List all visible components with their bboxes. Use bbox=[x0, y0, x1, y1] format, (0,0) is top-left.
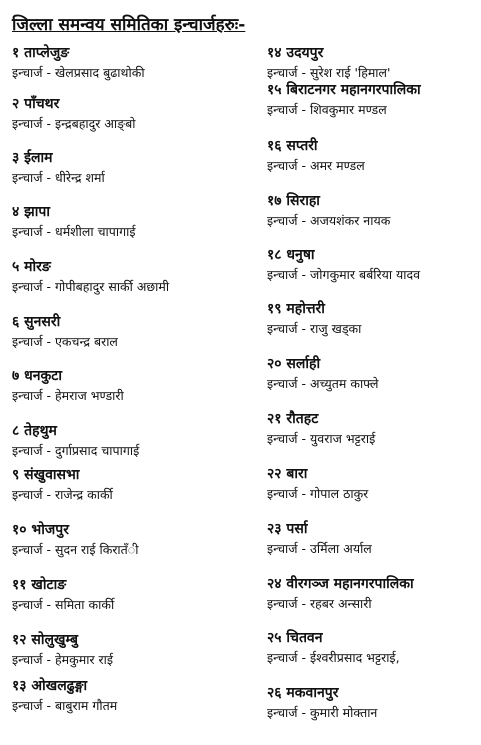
incharge-text: इन्चार्ज - दुर्गाप्रसाद चापागाई bbox=[12, 443, 140, 458]
district-entry bbox=[12, 467, 113, 503]
district-name: २५ चितवन bbox=[267, 630, 323, 646]
district-name: १७ सिराहा bbox=[267, 193, 320, 209]
district-name: ८ तेहथुम bbox=[12, 423, 57, 439]
district-name: ४ झापा bbox=[12, 204, 50, 220]
incharge-text: इन्चार्ज - अजयशंकर नायक bbox=[267, 213, 391, 228]
district-entry bbox=[267, 521, 372, 557]
incharge-text: इन्चार्ज - गोपीबहादुर सार्की अछामी bbox=[12, 279, 170, 294]
district-name: २३ पर्सा bbox=[267, 521, 308, 537]
district-name: २६ मकवानपुर bbox=[267, 685, 339, 701]
district-entry bbox=[267, 247, 420, 283]
page-title: जिल्ला समन्वय समितिका इन्चार्जहरुः- bbox=[12, 15, 246, 35]
district-entry bbox=[267, 466, 368, 502]
district-name: २० सर्लाही bbox=[267, 356, 321, 372]
district-entry bbox=[12, 368, 124, 404]
incharge-text: इन्चार्ज - ईश्वरीप्रसाद भट्टराई, bbox=[267, 650, 400, 665]
district-entry bbox=[12, 96, 136, 132]
incharge-text: इन्चार्ज - धीरेन्द्र शर्मा bbox=[12, 170, 105, 185]
district-name: १५ बिराटनगर महानगरपालिका bbox=[267, 82, 421, 98]
incharge-text: इन्चार्ज - उर्मिला अर्याल bbox=[267, 541, 372, 556]
district-name: २१ रौतहट bbox=[267, 411, 319, 427]
incharge-text: इन्चार्ज - राजेन्द्र कार्की bbox=[12, 487, 113, 502]
district-name: २ पाँचथर bbox=[12, 96, 60, 112]
district-name: १४ उदयपुर bbox=[267, 45, 324, 61]
district-entry bbox=[267, 138, 365, 174]
district-entry bbox=[12, 150, 105, 186]
incharge-text: इन्चार्ज - समिता कार्की bbox=[12, 597, 115, 612]
district-name: ३ ईलाम bbox=[12, 150, 53, 166]
incharge-text: इन्चार्ज - गोपाल ठाकुर bbox=[267, 486, 369, 501]
district-entry bbox=[267, 356, 379, 392]
district-entry bbox=[267, 45, 390, 81]
district-name: २२ बारा bbox=[267, 466, 308, 482]
district-entry bbox=[267, 411, 375, 447]
district-entry bbox=[267, 301, 361, 337]
incharge-text: इन्चार्ज - सुरेश राई 'हिमाल' bbox=[267, 65, 391, 80]
incharge-text: इन्चार्ज - एकचन्द्र बराल bbox=[12, 334, 118, 349]
district-entry bbox=[12, 314, 118, 350]
incharge-text: इन्चार्ज - राजु खड्का bbox=[267, 321, 362, 336]
district-entry bbox=[12, 204, 136, 240]
district-name: १२ सोलुखुम्बु bbox=[12, 632, 79, 648]
district-name: ६ सुनसरी bbox=[12, 314, 61, 330]
district-entry bbox=[267, 685, 377, 721]
incharge-text: इन्चार्ज - जोगकुमार बर्बरिया यादव bbox=[267, 267, 421, 282]
district-name: १ ताप्लेजुङ bbox=[12, 45, 70, 61]
district-entry bbox=[12, 678, 117, 714]
incharge-text: इन्चार्ज - अच्युतम काफ्ले bbox=[267, 376, 379, 391]
incharge-text: इन्चार्ज - बाबुराम गौतम bbox=[12, 698, 118, 713]
district-entry bbox=[267, 576, 414, 612]
district-entry bbox=[12, 632, 113, 668]
incharge-text: इन्चार्ज - कुमारी मोक्तान bbox=[267, 705, 378, 720]
district-name: ७ धनकुटा bbox=[12, 368, 62, 384]
district-entry bbox=[267, 630, 400, 666]
district-name: १० भोजपुर bbox=[12, 522, 69, 538]
incharge-text: इन्चार्ज - खेलप्रसाद बुढाथोकी bbox=[12, 65, 145, 80]
incharge-text: इन्चार्ज - इन्द्रबहादुर आङ्बो bbox=[12, 116, 136, 131]
district-name: १६ सप्तरी bbox=[267, 138, 318, 154]
district-name: २४ वीरगञ्ज महानगरपालिका bbox=[267, 576, 414, 592]
district-name: १३ ओखलढुङ्गा bbox=[12, 678, 88, 694]
district-name: ११ खोटाङ bbox=[12, 577, 67, 593]
district-entry bbox=[267, 193, 390, 229]
incharge-text: इन्चार्ज - रहबर अन्सारी bbox=[267, 596, 372, 611]
incharge-text: इन्चार्ज - सुदन राई किरातँी bbox=[12, 542, 139, 557]
district-name: ५ मोरङ bbox=[12, 259, 51, 275]
district-entry bbox=[12, 423, 139, 459]
incharge-text: इन्चार्ज - अमर मण्डल bbox=[267, 158, 365, 173]
incharge-text: इन्चार्ज - हेमराज भण्डारी bbox=[12, 388, 124, 403]
incharge-text: इन्चार्ज - शिवकुमार मण्डल bbox=[267, 102, 387, 117]
district-name: ९ संखुवासभा bbox=[12, 467, 80, 483]
district-name: १९ महोत्तरी bbox=[267, 301, 325, 317]
district-entry bbox=[12, 45, 145, 81]
district-entry bbox=[12, 259, 169, 295]
district-entry bbox=[12, 577, 114, 613]
incharge-text: इन्चार्ज - धर्मशीला चापागाई bbox=[12, 224, 136, 239]
incharge-text: इन्चार्ज - हेमकुमार राई bbox=[12, 652, 114, 667]
incharge-text: इन्चार्ज - युवराज भट्टराई bbox=[267, 431, 376, 446]
district-entry bbox=[12, 522, 138, 558]
district-entry bbox=[267, 82, 421, 118]
district-name: १८ धनुषा bbox=[267, 247, 315, 263]
